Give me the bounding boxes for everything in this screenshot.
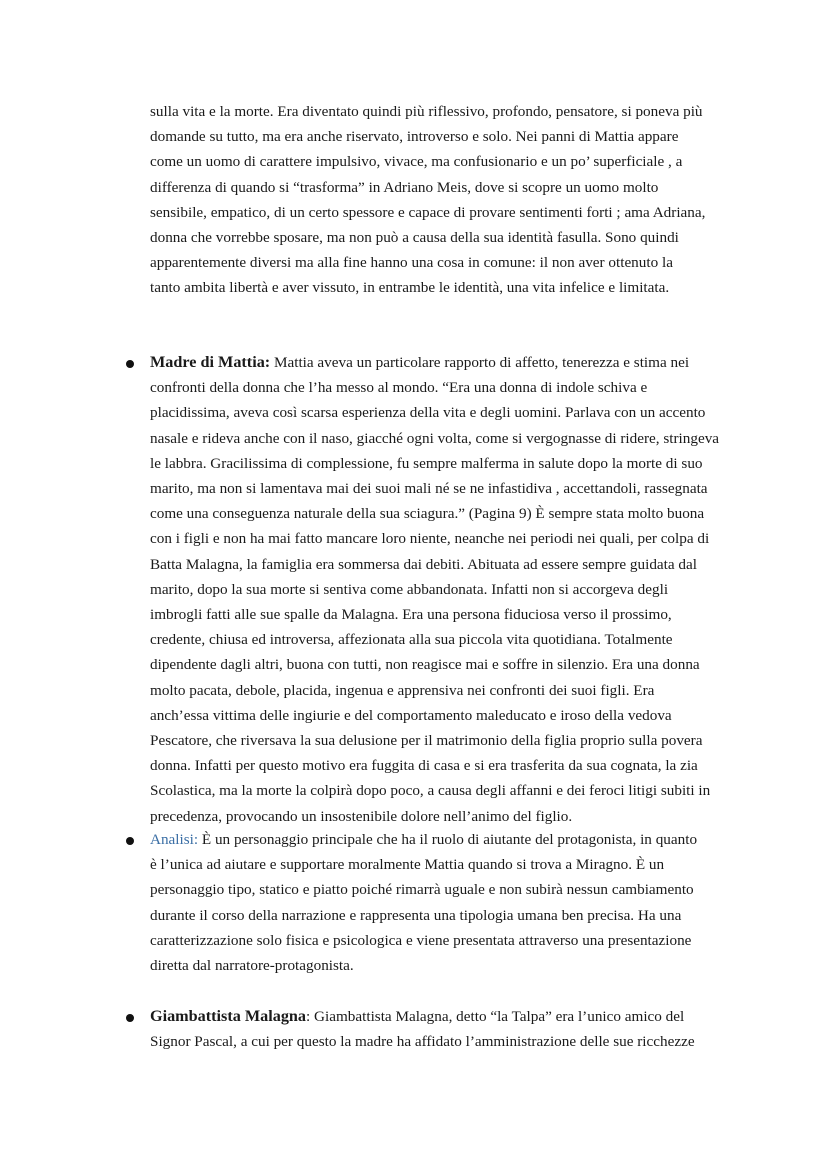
list-item-analisi bbox=[150, 827, 750, 978]
text-line: Batta Malagna, la famiglia era sommersa dai debiti. Abituata ad essere sempre guidata dal bbox=[150, 555, 697, 573]
text-line: Madre di Mattia: Mattia aveva un particolare rapporto di affetto, tenerezza e stima nei bbox=[150, 353, 690, 371]
section-heading-madre: Madre di Mattia: bbox=[150, 353, 271, 371]
list-item-madre bbox=[150, 350, 750, 829]
text-line: marito, dopo la sua morte si sentiva come abbandonata. Infatti non si accorgeva degli bbox=[150, 580, 669, 598]
text-line: credente, chiusa ed introversa, affezionata alla sua piccola vita quotidiana. Totalmente bbox=[150, 631, 673, 649]
text-line: domande su tutto, ma era anche riservato, introverso e solo. Nei panni di Mattia appare bbox=[150, 128, 679, 146]
text-line: apparentemente diversi ma alla fine hanno una cosa in comune: il non aver ottenuto la bbox=[150, 254, 673, 272]
bullet-icon bbox=[126, 360, 134, 368]
text-line: precedenza, provocando un insostenibile dolore nell’animo del figlio. bbox=[150, 807, 573, 825]
text-line: personaggio tipo, statico e piatto poiché rimarrà uguale e non subirà nessun cambiamento bbox=[150, 881, 694, 899]
text-line: differenza di quando si “trasforma” in Adriano Meis, dove si scopre un uomo molto bbox=[150, 178, 659, 196]
text-line: sulla vita e la morte. Era diventato quindi più riflessivo, profondo, pensatore, si poneva più bbox=[150, 103, 703, 120]
text-line: anch’essa vittima delle ingiurie e del comportamento maleducato e iroso della vedova bbox=[150, 706, 672, 724]
text-line: donna. Infatti per questo motivo era fuggita di casa e si era trasferita da sua cognata, la zia bbox=[150, 757, 698, 775]
text-line: come un uomo di carattere impulsivo, vivace, ma confusionario e un po’ superficiale , a bbox=[150, 153, 683, 171]
text-line: come una conseguenza naturale della sua sciagura.” (Pagina 9) È sempre stata molto buona bbox=[150, 505, 705, 523]
text-line: caratterizzazione solo fisica e psicologica e viene presentata attraverso una presentazione bbox=[150, 931, 692, 949]
list-item-malagna bbox=[150, 1004, 750, 1054]
text-line: Scolastica, ma la morte la colpirà dopo poco, a causa degli affanni e dei feroci litigi subiti in bbox=[150, 782, 711, 800]
text-line: placidissima, aveva così scarsa esperienza della vita e degli uomini. Parlava con un accento bbox=[150, 404, 706, 422]
section-heading-malagna: Giambattista Malagna bbox=[150, 1007, 307, 1025]
section-heading-analisi: Analisi: bbox=[150, 831, 199, 848]
text-line: durante il corso della narrazione e rappresenta una tipologia umana ben precisa. Ha una bbox=[150, 906, 682, 924]
text-line: sensibile, empatico, di un certo spessore e capace di provare sentimenti forti ; ama Adriana, bbox=[150, 203, 706, 221]
text-line: Signor Pascal, a cui per questo la madre ha affidato l’amministrazione delle sue ricchezze bbox=[150, 1033, 695, 1051]
text-line: le labbra. Gracilissima di complessione, fu sempre malferma in salute dopo la morte di suo bbox=[150, 454, 703, 472]
intro-paragraph bbox=[150, 99, 750, 301]
text-line: donna che vorrebbe sposare, ma non può a causa della sua identità fasulla. Sono quindi bbox=[150, 229, 679, 247]
text-line: marito, ma non si lamentava mai dei suoi mali né se ne infastidiva , accettandoli, rassegnata bbox=[150, 480, 708, 498]
text-line: Analisi: È un personaggio principale che ha il ruolo di aiutante del protagonista, in quanto bbox=[150, 831, 698, 848]
text-line: molto pacata, debole, placida, ingenua e apprensiva nei confronti dei suoi figli. Era bbox=[150, 681, 655, 699]
text-line: Pescatore, che riversava la sua delusione per il matrimonio della figlia proprio sulla povera bbox=[150, 732, 703, 750]
text-line: è l’unica ad aiutare e supportare moralmente Mattia quando si trova a Miragno. È un bbox=[150, 856, 665, 874]
text-line: con i figli e non ha mai fatto mancare loro niente, neanche nei periodi nei quali, per colpa di bbox=[150, 530, 710, 548]
text-line: diretta dal narratore-protagonista. bbox=[150, 957, 354, 975]
bullet-icon bbox=[126, 1014, 134, 1022]
text-line: imbrogli fatti alle sue spalle da Malagna. Era una persona fiduciosa verso il prossimo, bbox=[150, 606, 672, 624]
text-line: tanto ambita libertà e aver vissuto, in entrambe le identità, una vita infelice e limitata. bbox=[150, 279, 670, 297]
text-line: nasale e rideva anche con il naso, giacché ogni volta, come si vergognasse di ridere, stringeva bbox=[150, 429, 720, 447]
text-line: Giambattista Malagna: Giambattista Malagna, detto “la Talpa” era l’unico amico del bbox=[150, 1007, 685, 1025]
text-line: confronti della donna che l’ha messo al mondo. “Era una donna di indole schiva e bbox=[150, 379, 648, 397]
text-line: dipendente dagli altri, buona con tutti, non reagisce mai e soffre in silenzio. Era una donna bbox=[150, 656, 700, 674]
bullet-icon bbox=[126, 837, 134, 845]
